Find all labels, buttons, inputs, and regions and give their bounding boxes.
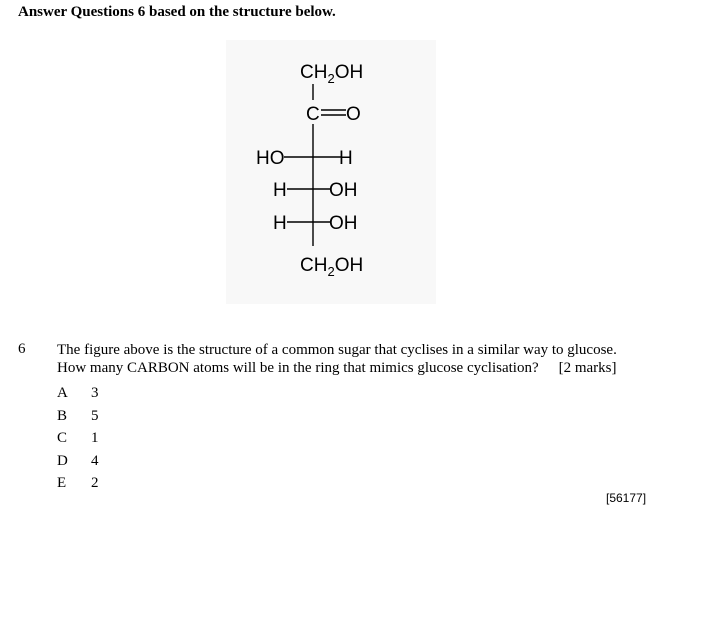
option-value: 5 [91, 407, 99, 424]
question-reference: [56177] [606, 491, 647, 505]
bottom-ch2oh: $CH_2OH$ [300, 255, 364, 279]
option-c[interactable] [57, 427, 99, 450]
carbonyl-oxygen: O [346, 104, 361, 125]
option-letter: B [57, 407, 68, 424]
option-b[interactable] [57, 405, 99, 428]
row2-right-oh: OH [329, 180, 358, 201]
row2-left-h: H [273, 180, 287, 201]
row3-right-oh: OH [329, 213, 358, 234]
option-value: 1 [91, 430, 99, 447]
row1-right-h: H [339, 148, 353, 169]
top-ch2oh: $CH_2OH$ [300, 62, 364, 86]
question-text [57, 341, 677, 377]
option-letter: C [57, 430, 68, 447]
option-a[interactable] [57, 382, 99, 405]
question-line-1: The figure above is the structure of a common sugar that cyclises in a similar way to glucose. [57, 342, 617, 358]
question-marks: [2 marks] [558, 360, 617, 376]
question-line-2 [57, 359, 677, 377]
option-letter: E [57, 475, 67, 492]
option-value: 2 [91, 475, 99, 492]
option-letter: D [57, 452, 68, 469]
question-number: 6 [18, 341, 26, 357]
row3-left-h: H [273, 213, 287, 234]
option-value: 3 [91, 385, 99, 401]
carbonyl-carbon: C [306, 104, 320, 125]
row1-left-ho: HO [256, 148, 285, 169]
option-d[interactable] [57, 450, 99, 473]
option-letter: A [57, 385, 68, 401]
fischer-projection-drawing [226, 40, 436, 304]
option-value: 4 [91, 452, 99, 469]
fischer-projection [226, 40, 436, 304]
option-e[interactable] [57, 472, 99, 495]
answer-options [57, 382, 99, 495]
question-prompt: How many CARBON atoms will be in the ring that mimics glucose cyclisation? [57, 360, 539, 376]
instruction-header: Answer Questions 6 based on the structure below. [18, 4, 336, 20]
